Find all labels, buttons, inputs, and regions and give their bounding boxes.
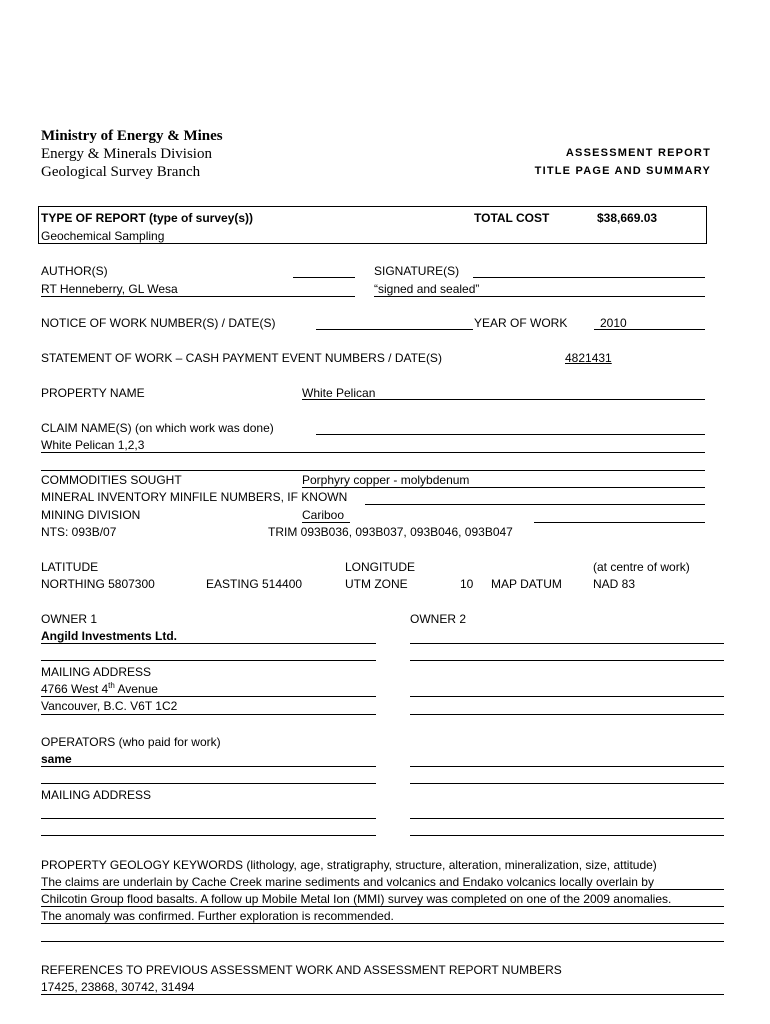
minfile-label: MINERAL INVENTORY MINFILE NUMBERS, IF KNOWN <box>41 490 348 504</box>
claim-names-label: CLAIM NAME(S) (on which work was done) <box>41 421 274 435</box>
notice-of-work-label: NOTICE OF WORK NUMBER(S) / DATE(S) <box>41 316 276 330</box>
report-subtitle: TITLE PAGE AND SUMMARY <box>534 165 711 177</box>
references-underline <box>41 994 724 995</box>
mining-division-line <box>302 522 350 523</box>
report-title: ASSESSMENT REPORT <box>565 147 711 159</box>
authors-value: RT Henneberry, GL Wesa <box>41 282 178 296</box>
mailing-address-label: MAILING ADDRESS <box>41 665 152 679</box>
operators-line <box>41 766 376 767</box>
easting-value: EASTING 514400 <box>206 577 303 591</box>
operators-label: OPERATORS (who paid for work) <box>41 735 221 749</box>
map-datum-value: NAD 83 <box>593 577 636 591</box>
geology-underline-4 <box>41 941 724 942</box>
ministry-name: Ministry of Energy & Mines <box>41 128 223 144</box>
geology-underline-1 <box>41 889 724 890</box>
year-of-work-value: 2010 <box>600 316 627 330</box>
owner2-address-line1 <box>410 696 724 697</box>
type-of-report-value: Geochemical Sampling <box>41 229 165 243</box>
authors-underline <box>41 296 355 297</box>
operator-mailing-line-right <box>410 818 724 819</box>
owner1-line-2 <box>41 660 376 661</box>
address-avenue: Avenue <box>114 682 158 696</box>
statement-of-work-value: 4821431 <box>565 351 612 365</box>
operators-line-right-2 <box>410 783 724 784</box>
statement-of-work-label: STATEMENT OF WORK – CASH PAYMENT EVENT NUMBERS / DATE(S) <box>41 351 442 365</box>
year-of-work-line <box>594 329 705 330</box>
geology-label: PROPERTY GEOLOGY KEYWORDS (lithology, age, stratigraphy, structure, alteration, mineralization, size, attitude) <box>41 858 657 872</box>
geology-underline-3 <box>41 923 724 924</box>
division-name: Energy & Minerals Division <box>41 146 212 162</box>
signatures-underline <box>374 296 705 297</box>
address-street: 4766 West 4 <box>41 682 109 696</box>
signatures-blank-line <box>473 277 705 278</box>
notice-of-work-line <box>316 329 473 330</box>
commodities-label: COMMODITIES SOUGHT <box>41 473 182 487</box>
owner1-label: OWNER 1 <box>41 612 98 626</box>
owner2-line-2 <box>410 660 724 661</box>
owner1-value: Angild Investments Ltd. <box>41 629 178 643</box>
trim-value: TRIM 093B036, 093B037, 093B046, 093B047 <box>268 525 513 539</box>
signatures-label: SIGNATURE(S) <box>374 264 460 278</box>
operators-line-right <box>410 766 724 767</box>
geology-line2: Chilcotin Group flood basalts. A follow up Mobile Metal Ion (MMI) survey was completed on one of the 2009 anomalies. <box>41 892 672 906</box>
references-value: 17425, 23868, 30742, 31494 <box>41 980 195 994</box>
geology-line3: The anomaly was confirmed. Further exploration is recommended. <box>41 909 394 923</box>
nts-label: NTS: 093B/07 <box>41 525 117 539</box>
northing-value: NORTHING 5807300 <box>41 577 155 591</box>
commodities-line <box>302 487 705 488</box>
operator-mailing-label: MAILING ADDRESS <box>41 788 152 802</box>
mailing-address-line2-underline <box>41 714 376 715</box>
mailing-address-line1 <box>41 682 158 696</box>
type-of-report-label: TYPE OF REPORT (type of survey(s)) <box>41 211 254 225</box>
commodities-value: Porphyry copper - molybdenum <box>302 473 470 487</box>
claim-names-underline <box>41 452 705 453</box>
address-ordinal: th <box>108 681 115 690</box>
utm-zone-value: 10 <box>460 577 474 591</box>
longitude-label: LONGITUDE <box>345 560 416 574</box>
total-cost-label: TOTAL COST <box>474 211 550 225</box>
claim-names-line <box>316 434 705 435</box>
total-cost-value: $38,669.03 <box>597 211 658 225</box>
claim-names-value: White Pelican 1,2,3 <box>41 438 145 452</box>
latitude-label: LATITUDE <box>41 560 99 574</box>
owner2-label: OWNER 2 <box>410 612 467 626</box>
claim-names-underline-2 <box>41 470 705 471</box>
property-name-label: PROPERTY NAME <box>41 386 145 400</box>
signatures-value: “signed and sealed” <box>374 282 480 296</box>
mining-division-label: MINING DIVISION <box>41 508 141 522</box>
map-datum-label: MAP DATUM <box>491 577 562 591</box>
authors-blank-line <box>293 277 355 278</box>
authors-label: AUTHOR(S) <box>41 264 108 278</box>
centre-note: (at centre of work) <box>593 560 690 574</box>
mining-division-line-2 <box>534 522 705 523</box>
operators-value: same <box>41 752 72 766</box>
operator-mailing-line-right-2 <box>410 835 724 836</box>
branch-name: Geological Survey Branch <box>41 164 201 180</box>
property-name-value: White Pelican <box>302 386 376 400</box>
operator-mailing-line-2 <box>41 835 376 836</box>
mailing-address-line2: Vancouver, B.C. V6T 1C2 <box>41 699 178 713</box>
owner2-line <box>410 643 724 644</box>
utm-zone-label: UTM ZONE <box>345 577 408 591</box>
mailing-address-line1-underline <box>41 696 376 697</box>
geology-underline-2 <box>41 906 724 907</box>
minfile-line <box>365 504 705 505</box>
operator-mailing-line <box>41 818 376 819</box>
property-name-line <box>302 399 705 400</box>
geology-line1: The claims are underlain by Cache Creek marine sediments and volcanics and Endako volcanics locally overlain by <box>41 875 654 889</box>
operators-line-2 <box>41 783 376 784</box>
year-of-work-label: YEAR OF WORK <box>474 316 568 330</box>
owner2-address-line2 <box>410 714 724 715</box>
mining-division-value: Cariboo <box>302 508 345 522</box>
owner1-line <box>41 643 376 644</box>
references-label: REFERENCES TO PREVIOUS ASSESSMENT WORK AND ASSESSMENT REPORT NUMBERS <box>41 963 562 977</box>
